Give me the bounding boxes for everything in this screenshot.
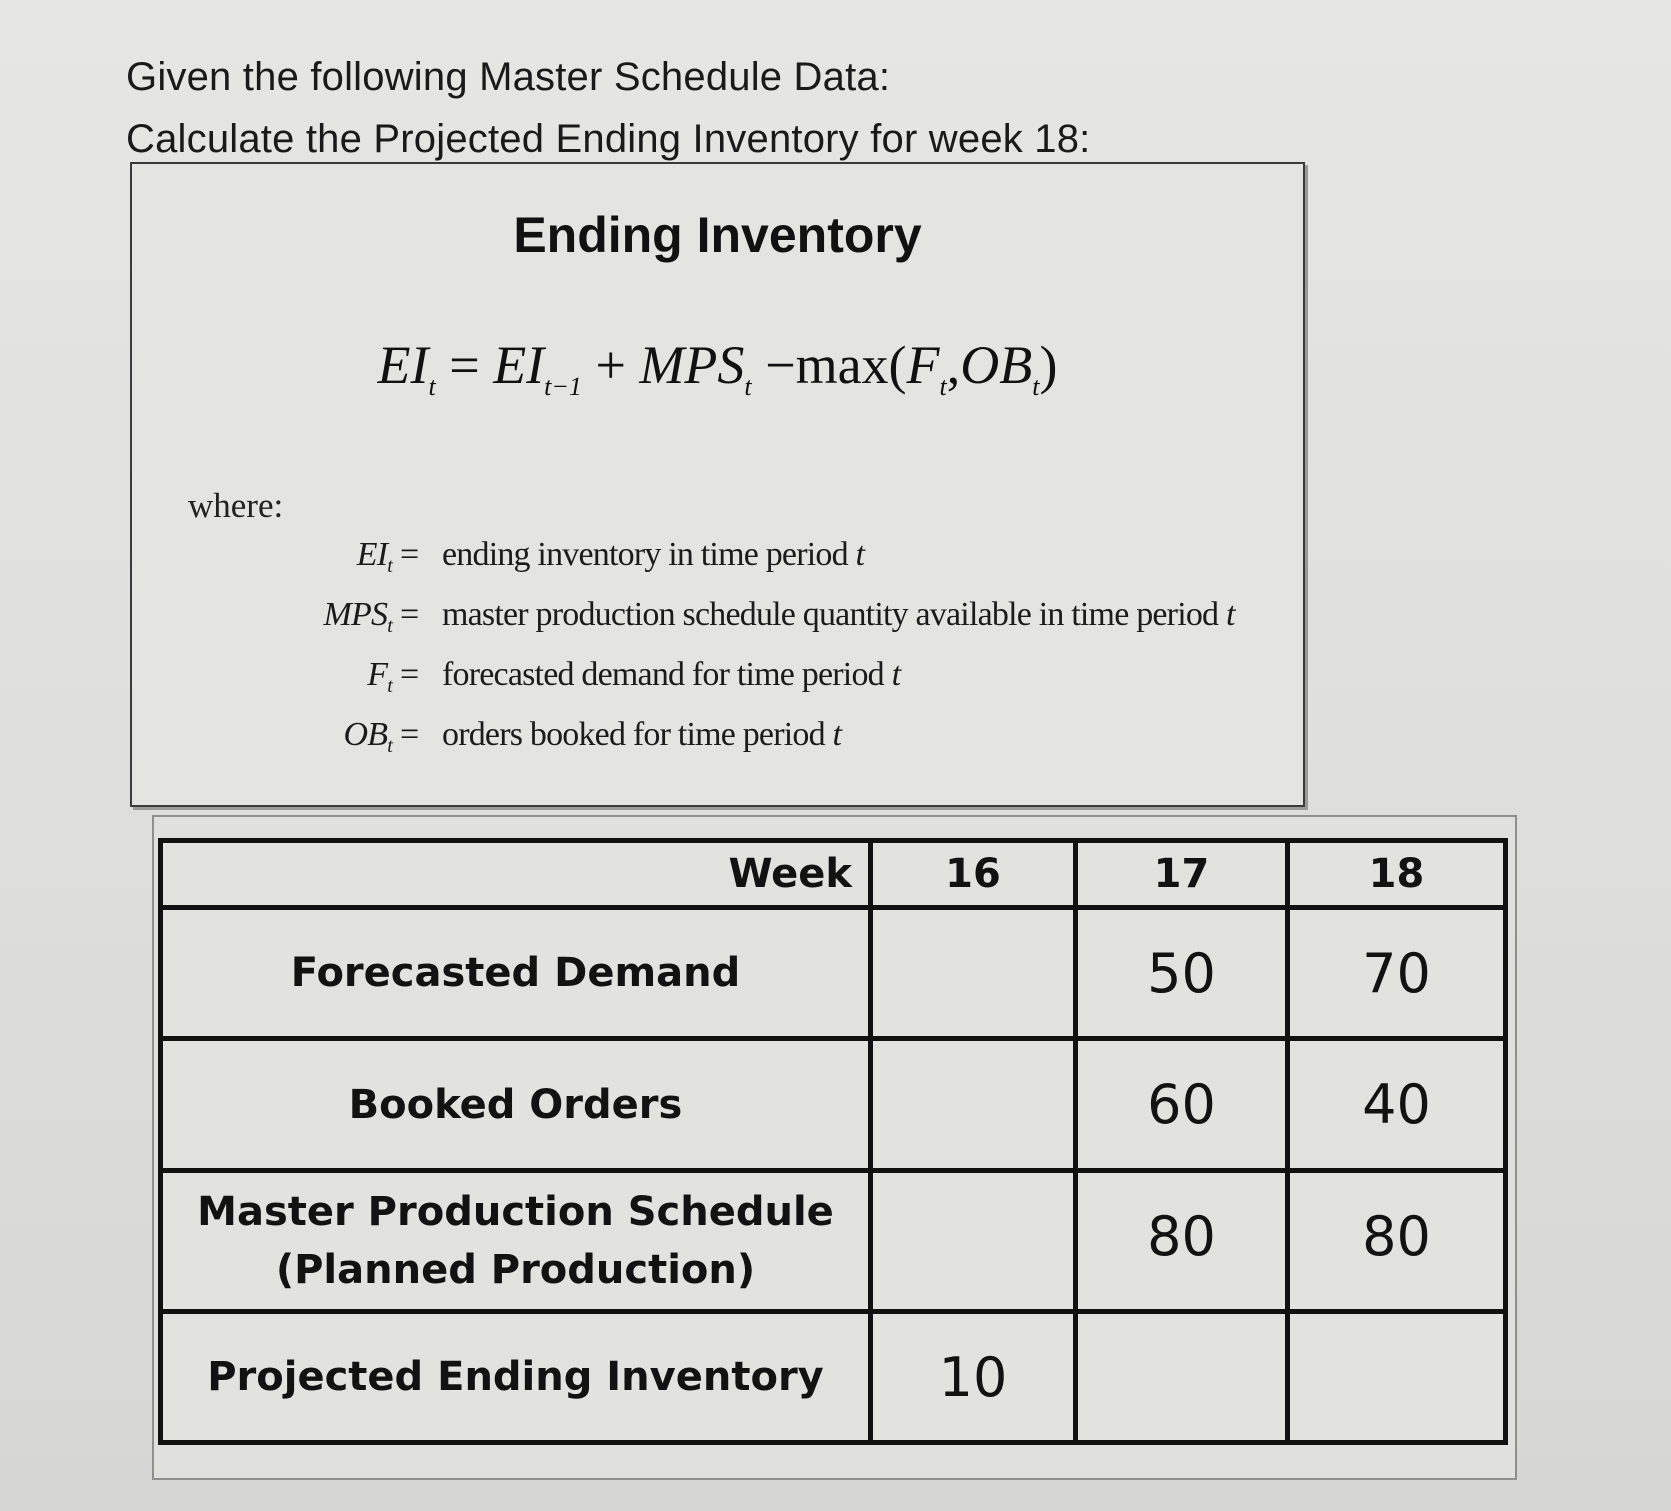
ending-inventory-week-18-cell xyxy=(1288,1312,1506,1443)
week-17-header: 17 xyxy=(1076,841,1288,908)
forecast-week-17-cell: 50 xyxy=(1076,908,1288,1039)
where-label: where: xyxy=(188,486,284,525)
formula-term1-sub: t−1 xyxy=(544,372,582,401)
mps-week-17-cell: 80 xyxy=(1076,1171,1288,1312)
definition-symbol: $EI_t$ xyxy=(356,536,392,577)
definition-symbol: $MPS_t$ xyxy=(323,596,392,637)
definition-text: orders booked for time period t xyxy=(442,716,842,753)
table-header-row xyxy=(161,841,1506,908)
definition-text: master production schedule quantity available in time period t xyxy=(442,596,1235,633)
formula-plus: + xyxy=(595,335,626,395)
question-line-2: Calculate the Projected Ending Inventory for week 18: xyxy=(126,117,1091,161)
row-label xyxy=(161,1171,871,1312)
question-line-1: Given the following Master Schedule Data: xyxy=(126,55,891,99)
row-label: Booked Orders xyxy=(161,1039,871,1171)
formula-minus: − xyxy=(765,335,796,395)
definition-text: ending inventory in time period t xyxy=(442,536,865,573)
table-row-forecasted-demand xyxy=(161,908,1506,1039)
row-label: Forecasted Demand xyxy=(161,908,871,1039)
formula-equals: = xyxy=(449,335,480,395)
row-label: Projected Ending Inventory xyxy=(161,1312,871,1443)
forecast-week-16-cell xyxy=(871,908,1076,1039)
mps-week-16-cell xyxy=(871,1171,1076,1312)
ending-inventory-formula xyxy=(132,334,1303,402)
formula-arg2: OB xyxy=(960,335,1033,395)
booked-week-16-cell xyxy=(871,1039,1076,1171)
forecast-week-18-cell: 70 xyxy=(1288,908,1506,1039)
formula-lhs-sub: t xyxy=(428,372,436,401)
definition-equals: = xyxy=(400,536,419,573)
master-schedule-table xyxy=(158,838,1508,1445)
formula-arg1: F xyxy=(906,335,940,395)
table-row-master-production-schedule xyxy=(161,1171,1506,1312)
ending-inventory-week-17-cell xyxy=(1076,1312,1288,1443)
formula-max: max( xyxy=(795,335,907,395)
mps-week-18-cell: 80 xyxy=(1288,1171,1506,1312)
table-row-projected-ending-inventory xyxy=(161,1312,1506,1443)
row-label-line-2: (Planned Production) xyxy=(275,1247,756,1293)
formula-term1: EI xyxy=(493,335,545,395)
week-header-label: Week xyxy=(161,841,871,908)
booked-week-17-cell: 60 xyxy=(1076,1039,1288,1171)
week-18-header: 18 xyxy=(1288,841,1506,908)
formula-arg2-sub: t xyxy=(1032,372,1040,401)
definition-symbol: $OB_t$ xyxy=(343,716,392,757)
formula-close: ) xyxy=(1039,335,1058,395)
formula-comma: , xyxy=(946,335,961,395)
definition-equals: = xyxy=(400,716,419,753)
formula-heading: Ending Inventory xyxy=(513,207,922,263)
formula-term2-sub: t xyxy=(744,372,752,401)
ending-inventory-week-16-cell: 10 xyxy=(871,1312,1076,1443)
formula-term2: MPS xyxy=(639,335,745,395)
table-row-booked-orders xyxy=(161,1039,1506,1171)
week-16-header: 16 xyxy=(871,841,1076,908)
definition-equals: = xyxy=(400,656,419,693)
definition-symbol: $F_t$ xyxy=(367,656,392,697)
formula-arg1-sub: t xyxy=(939,372,947,401)
row-label-line-1: Master Production Schedule xyxy=(197,1189,834,1235)
formula-box xyxy=(130,162,1305,807)
booked-week-18-cell: 40 xyxy=(1288,1039,1506,1171)
formula-lhs: EI xyxy=(377,335,429,395)
definition-equals: = xyxy=(400,596,419,633)
definition-text: forecasted demand for time period t xyxy=(442,656,901,693)
